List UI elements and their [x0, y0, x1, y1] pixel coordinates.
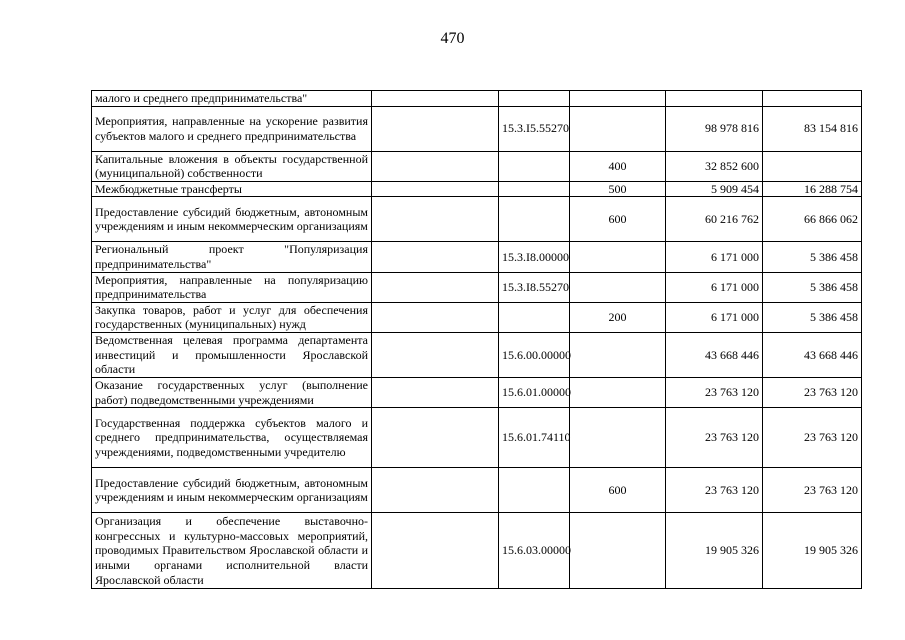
row-amount-year2-cell: 5 386 458 — [763, 242, 862, 272]
row-amount-year1-cell: 43 668 446 — [666, 332, 763, 377]
table-row — [92, 242, 862, 272]
budget-table-body — [92, 91, 862, 589]
table-row — [92, 197, 862, 242]
table-row — [92, 468, 862, 513]
row-code-cell — [499, 302, 570, 332]
row-name-cell: Государственная поддержка субъектов малого и среднего предпринимательства, осуществляемая учреждениями, подведомственными учредителю — [92, 408, 372, 468]
row-amount-year2-cell: 5 386 458 — [763, 272, 862, 302]
row-empty-cell — [372, 408, 499, 468]
budget-table — [91, 90, 862, 589]
table-row — [92, 151, 862, 181]
table-row — [92, 377, 862, 407]
row-empty-cell — [372, 332, 499, 377]
row-expense-type-cell: 200 — [570, 302, 666, 332]
row-empty-cell — [372, 377, 499, 407]
row-code-cell — [499, 91, 570, 107]
row-code-cell: 15.3.I8.00000 — [499, 242, 570, 272]
row-expense-type-cell: 500 — [570, 181, 666, 197]
row-amount-year1-cell: 23 763 120 — [666, 408, 763, 468]
row-expense-type-cell — [570, 332, 666, 377]
row-amount-year2-cell — [763, 91, 862, 107]
row-amount-year1-cell: 6 171 000 — [666, 302, 763, 332]
row-expense-type-cell: 600 — [570, 197, 666, 242]
row-code-cell — [499, 468, 570, 513]
table-row — [92, 272, 862, 302]
row-amount-year1-cell: 32 852 600 — [666, 151, 763, 181]
row-name-cell: Мероприятия, направленные на популяризацию предпринимательства — [92, 272, 372, 302]
row-expense-type-cell — [570, 242, 666, 272]
row-expense-type-cell — [570, 408, 666, 468]
table-row — [92, 106, 862, 151]
table-row — [92, 513, 862, 589]
row-empty-cell — [372, 181, 499, 197]
row-amount-year2-cell: 19 905 326 — [763, 513, 862, 589]
row-amount-year2-cell: 83 154 816 — [763, 106, 862, 151]
row-empty-cell — [372, 151, 499, 181]
row-amount-year1-cell — [666, 91, 763, 107]
row-empty-cell — [372, 197, 499, 242]
row-empty-cell — [372, 242, 499, 272]
row-name-cell: Региональный проект "Популяризация предпринимательства" — [92, 242, 372, 272]
row-amount-year2-cell: 23 763 120 — [763, 377, 862, 407]
row-name-cell: Оказание государственных услуг (выполнение работ) подведомственными учреждениями — [92, 377, 372, 407]
row-name-cell: Мероприятия, направленные на ускорение развития субъектов малого и среднего предпринимательства — [92, 106, 372, 151]
row-code-cell — [499, 197, 570, 242]
row-amount-year2-cell: 5 386 458 — [763, 302, 862, 332]
row-name-cell: Предоставление субсидий бюджетным, автономным учреждениям и иным некоммерческим организациям — [92, 197, 372, 242]
row-empty-cell — [372, 106, 499, 151]
row-amount-year2-cell: 23 763 120 — [763, 468, 862, 513]
row-expense-type-cell — [570, 91, 666, 107]
table-row — [92, 181, 862, 197]
row-amount-year2-cell — [763, 151, 862, 181]
row-name-cell: малого и среднего предпринимательства" — [92, 91, 372, 107]
table-row — [92, 332, 862, 377]
page-number: 470 — [440, 30, 465, 47]
row-code-cell: 15.3.I8.55270 — [499, 272, 570, 302]
row-name-cell: Капитальные вложения в объекты государственной (муниципальной) собственности — [92, 151, 372, 181]
row-amount-year1-cell: 6 171 000 — [666, 242, 763, 272]
row-name-cell: Предоставление субсидий бюджетным, автономным учреждениям и иным некоммерческим организациям — [92, 468, 372, 513]
row-amount-year1-cell: 60 216 762 — [666, 197, 763, 242]
row-code-cell: 15.6.01.74110 — [499, 408, 570, 468]
row-empty-cell — [372, 468, 499, 513]
table-row — [92, 91, 862, 107]
table-row — [92, 408, 862, 468]
row-amount-year1-cell: 5 909 454 — [666, 181, 763, 197]
row-amount-year2-cell: 66 866 062 — [763, 197, 862, 242]
row-name-cell: Межбюджетные трансферты — [92, 181, 372, 197]
row-amount-year2-cell: 23 763 120 — [763, 408, 862, 468]
row-code-cell: 15.6.00.00000 — [499, 332, 570, 377]
row-code-cell — [499, 181, 570, 197]
row-code-cell: 15.3.I5.55270 — [499, 106, 570, 151]
row-amount-year1-cell: 98 978 816 — [666, 106, 763, 151]
row-amount-year1-cell: 23 763 120 — [666, 468, 763, 513]
row-expense-type-cell — [570, 272, 666, 302]
row-amount-year2-cell: 43 668 446 — [763, 332, 862, 377]
row-amount-year1-cell: 23 763 120 — [666, 377, 763, 407]
row-amount-year1-cell: 6 171 000 — [666, 272, 763, 302]
row-empty-cell — [372, 272, 499, 302]
row-empty-cell — [372, 91, 499, 107]
row-code-cell: 15.6.03.00000 — [499, 513, 570, 589]
row-expense-type-cell — [570, 513, 666, 589]
row-expense-type-cell: 600 — [570, 468, 666, 513]
row-name-cell: Организация и обеспечение выставочно-конгрессных и культурно-массовых мероприятий, проводимых Правительством Ярославской области и иными органами исполнительной власти Ярославской области — [92, 513, 372, 589]
row-amount-year1-cell: 19 905 326 — [666, 513, 763, 589]
table-row — [92, 302, 862, 332]
row-name-cell: Ведомственная целевая программа департамента инвестиций и промышленности Ярославской области — [92, 332, 372, 377]
row-name-cell: Закупка товаров, работ и услуг для обеспечения государственных (муниципальных) нужд — [92, 302, 372, 332]
row-amount-year2-cell: 16 288 754 — [763, 181, 862, 197]
row-expense-type-cell — [570, 377, 666, 407]
row-code-cell — [499, 151, 570, 181]
row-code-cell: 15.6.01.00000 — [499, 377, 570, 407]
row-empty-cell — [372, 513, 499, 589]
row-expense-type-cell — [570, 106, 666, 151]
row-empty-cell — [372, 302, 499, 332]
row-expense-type-cell: 400 — [570, 151, 666, 181]
